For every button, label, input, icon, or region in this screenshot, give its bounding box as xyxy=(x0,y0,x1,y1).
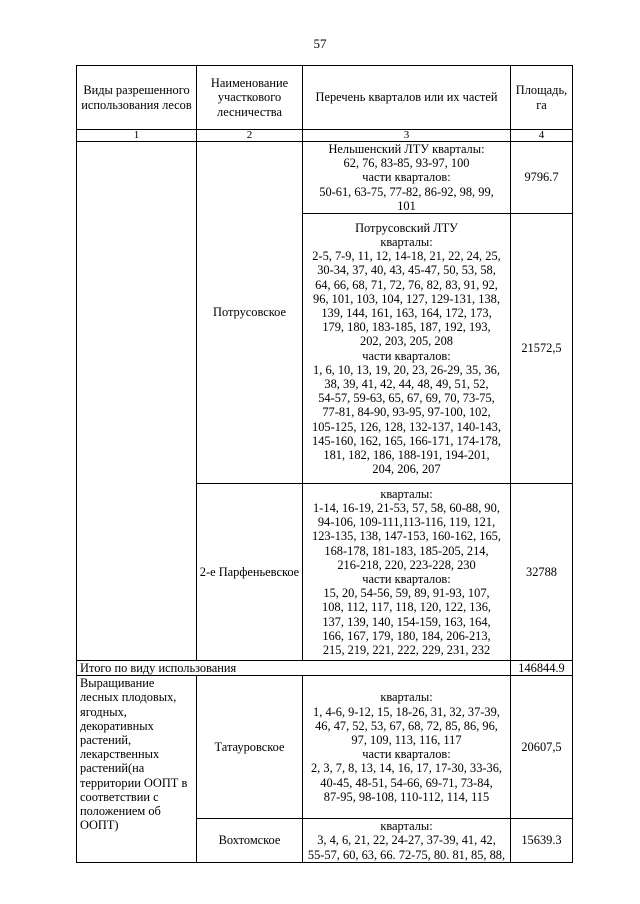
total-area: 146844.9 xyxy=(511,661,573,676)
quarters-cell: Нельшенский ЛТУ кварталы: 62, 76, 83-85, 93-97, 100 части кварталов: 50-61, 63-75, 77-82, 86-92, 98, 99, 101 xyxy=(303,142,511,214)
table-header-row xyxy=(77,66,573,130)
quarters-cell: Потрусовский ЛТУ кварталы: 2-5, 7-9, 11, 12, 14-18, 21, 22, 24, 25, 30-34, 37, 40, 43, 45-47, 50, 53, 58, 64, 66, 68, 71, 72, 76, 82, 83, 91, 92, 96, 101, 103, 104, 127, 129-131, 138, 139, 144, 161, 163, 164, 172, 173, 179, 180, 183-185, 187, 192, 193, 202, 203, 205, 208 части кварталов: 1, 6, 10, 13, 19, 20, 23, 26-29, 35, 36, 38, 39, 41, 42, 44, 48, 49, 51, 52, 54-57, 59-63, 65, 67, 69, 70, 73-75, 77-81, 84-90, 93-95, 97-100, 102, 105-125, 126, 128, 132-137, 140-143, 145-160, 162, 165, 166-171, 174-178, 181, 182, 186, 188-191, 194-201, 204, 206, 207 xyxy=(303,214,511,484)
forestry-cell: 2-е Парфеньевское xyxy=(197,484,303,661)
forestry-cell: Вохтомское xyxy=(197,819,303,863)
table-row xyxy=(77,142,573,214)
page-number: 57 xyxy=(313,36,327,51)
header-use-type: Виды разрешенного использования лесов xyxy=(77,66,197,130)
area-cell: 21572,5 xyxy=(511,214,573,484)
forestry-cell: Татауровское xyxy=(197,676,303,819)
use-type-cell-empty xyxy=(77,142,197,661)
column-number: 4 xyxy=(511,130,573,142)
column-number: 1 xyxy=(77,130,197,142)
quarters-cell: кварталы: 1, 4-6, 9-12, 15, 18-26, 31, 32, 37-39, 46, 47, 52, 53, 67, 68, 72, 85, 86, 96, 97, 109, 113, 116, 117 части кварталов: 2, 3, 7, 8, 13, 14, 16, 17, 17-30, 33-36, 40-45, 48-51, 54-66, 69-71, 73-84, 87-95, 98-108, 110-112, 114, 115 xyxy=(303,676,511,819)
header-area: Площадь, га xyxy=(511,66,573,130)
forest-use-table xyxy=(76,65,573,863)
area-cell: 9796.7 xyxy=(511,142,573,214)
table-row xyxy=(77,676,573,819)
header-forestry: Наименование участкового лесничества xyxy=(197,66,303,130)
total-label: Итого по виду использования xyxy=(77,661,511,676)
forestry-cell: Потрусовское xyxy=(197,142,303,484)
column-number: 3 xyxy=(303,130,511,142)
total-row xyxy=(77,661,573,676)
area-cell: 20607,5 xyxy=(511,676,573,819)
quarters-cell: кварталы: 1-14, 16-19, 21-53, 57, 58, 60-88, 90, 94-106, 109-111,113-116, 119, 121, 123-135, 138, 147-153, 160-162, 165, 168-178, 181-183, 185-205, 214, 216-218, 220, 223-228, 230 части кварталов: 15, 20, 54-56, 59, 89, 91-93, 107, 108, 112, 117, 118, 120, 122, 136, 137, 139, 140, 154-159, 163, 164, 166, 167, 179, 180, 184, 206-213, 215, 219, 221, 222, 229, 231, 232 xyxy=(303,484,511,661)
quarters-cell: кварталы: 3, 4, 6, 21, 22, 24-27, 37-39, 41, 42, 55-57, 60, 63, 66. 72-75, 80. 81, 85, 88, xyxy=(303,819,511,863)
column-number-row xyxy=(77,130,573,142)
header-quarters: Перечень кварталов или их частей xyxy=(303,66,511,130)
use-type-cell: Выращивание лесных плодовых, ягодных, декоративных растений, лекарственных растений(на территории ООПТ в соответствии с положением об ООПТ) xyxy=(77,676,197,863)
area-cell: 32788 xyxy=(511,484,573,661)
area-cell: 15639.3 xyxy=(511,819,573,863)
column-number: 2 xyxy=(197,130,303,142)
